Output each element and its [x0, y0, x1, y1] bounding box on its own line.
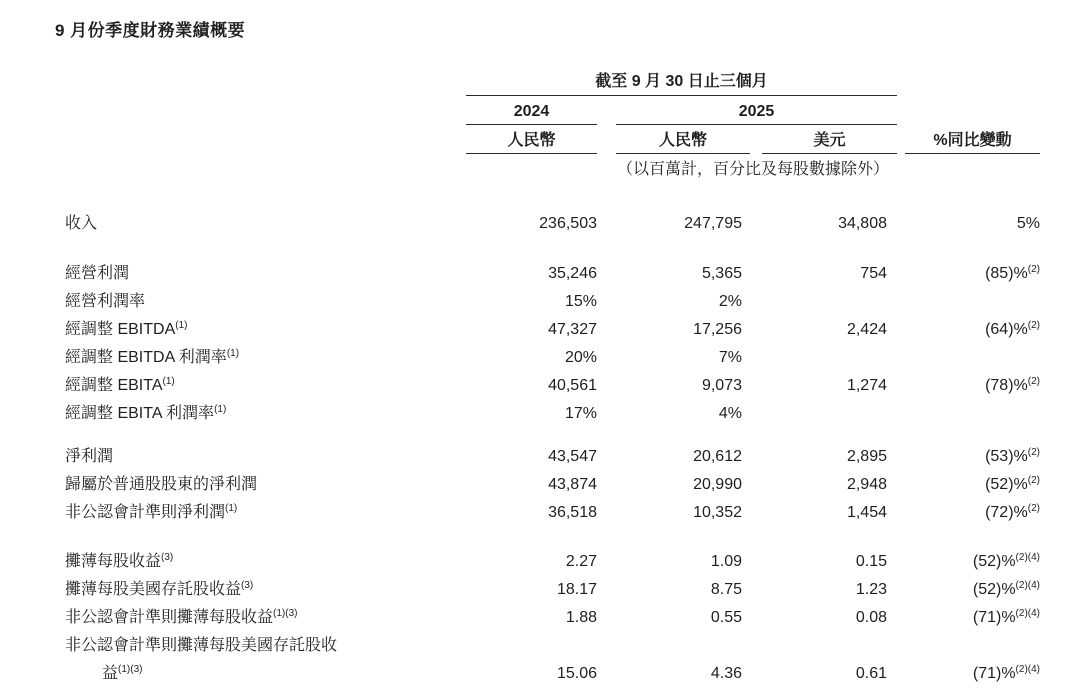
cell-2024-rmb: 17%: [564, 405, 597, 422]
table-row: [65, 316, 1040, 344]
yoy-footnote: (2): [1027, 475, 1040, 486]
row-label: [65, 499, 440, 527]
yoy-value: (72)%: [985, 504, 1028, 521]
currency-usd-2025-rule: [762, 153, 897, 154]
row-label-text: 歸屬於普通股股東的淨利潤: [65, 476, 258, 493]
row-label: [65, 604, 440, 632]
yoy-value: (78)%: [985, 377, 1028, 394]
row-label-footnote: (1): [175, 320, 188, 331]
year-2024-rule: [466, 124, 597, 125]
cell-2025-usd: 2,424: [846, 321, 887, 338]
row-label-footnote: (1): [214, 404, 227, 415]
row-label: [65, 632, 440, 660]
cell-2025-usd: 1,454: [846, 504, 887, 521]
cell-2025-rmb: 20,990: [693, 476, 742, 493]
table-row: [65, 344, 1040, 372]
row-label-text: 經調整 EBITDA: [65, 321, 176, 338]
table-row: [65, 210, 1040, 238]
cell-yoy-change: [887, 316, 1040, 344]
table-row: [65, 548, 1040, 576]
cell-2024-rmb: 18.17: [556, 581, 597, 598]
yoy-value: (53)%: [985, 448, 1028, 465]
cell-2025-rmb: 17,256: [693, 321, 742, 338]
row-label-footnote: (1): [226, 348, 240, 359]
yoy-footnote: (2)(4): [1015, 552, 1040, 563]
row-label-text: 非公認會計準則淨利潤: [65, 504, 226, 521]
cell-2024-rmb: 15.06: [556, 665, 597, 682]
cell-yoy-change: [887, 576, 1040, 604]
cell-2024-rmb: 35,246: [548, 265, 597, 282]
row-label-footnote: (1): [225, 503, 238, 514]
yoy-value: 5%: [1016, 215, 1040, 232]
table-row: [65, 260, 1040, 288]
currency-header-usd-2025: 美元: [813, 132, 846, 149]
table-row: [65, 632, 1040, 660]
page-title: 9 月份季度財務業績概要: [55, 21, 246, 40]
row-label-text: 非公認會計準則攤薄每股美國存託股收: [65, 637, 338, 654]
cell-2024-rmb: 20%: [564, 349, 597, 366]
cell-2024-rmb: 47,327: [548, 321, 597, 338]
row-label: [65, 316, 440, 344]
cell-2024-rmb: 43,874: [548, 476, 597, 493]
row-label-text: 非公認會計準則攤薄每股收益: [65, 609, 274, 626]
cell-2025-usd: 2,895: [846, 448, 887, 465]
currency-header-rmb-2025: 人民幣: [658, 132, 707, 149]
cell-2024-rmb: 1.88: [565, 609, 597, 626]
cell-yoy-change: [887, 604, 1040, 632]
table-row: [65, 499, 1040, 527]
cell-2025-rmb: 2%: [718, 293, 742, 310]
yoy-footnote: (2): [1027, 447, 1040, 458]
cell-2024-rmb: 40,561: [548, 377, 597, 394]
yoy-change-header: %同比變動: [933, 132, 1012, 149]
yoy-footnote: (2): [1027, 264, 1040, 275]
currency-rmb-2024-rule: [466, 153, 597, 154]
currency-header-rmb-2024: 人民幣: [507, 132, 556, 149]
cell-2025-rmb: 10,352: [693, 504, 742, 521]
table-row: [65, 576, 1040, 604]
row-label: [65, 372, 440, 400]
row-label-text: 經營利潤: [65, 265, 130, 282]
row-label-text: 經調整 EBITA 利潤率: [65, 405, 215, 422]
cell-2024-rmb: 36,518: [548, 504, 597, 521]
table-row: [65, 604, 1040, 632]
period-header: 截至 9 月 30 日止三個月: [595, 73, 768, 90]
cell-yoy-change: [887, 548, 1040, 576]
year-2024-header: 2024: [513, 103, 550, 120]
row-label-text: 攤薄每股美國存託股收益: [65, 581, 242, 598]
cell-2025-usd: [742, 632, 887, 660]
row-label-text: 淨利潤: [65, 448, 114, 465]
cell-yoy-change: [887, 660, 1040, 688]
cell-2024-rmb: 236,503: [539, 215, 597, 232]
cell-2024-rmb: 15%: [564, 293, 597, 310]
row-label-footnote: (1)(3): [118, 664, 143, 675]
cell-yoy-change: [887, 632, 1040, 660]
table-row: [65, 372, 1040, 400]
row-label-text: 經調整 EBITDA 利潤率: [65, 349, 227, 366]
cell-2024-rmb: [440, 632, 597, 660]
row-label: [65, 210, 440, 238]
cell-yoy-change: [887, 499, 1040, 527]
table-row: [65, 471, 1040, 499]
cell-2025-rmb: 1.09: [710, 553, 742, 570]
currency-rmb-2025-rule: [616, 153, 750, 154]
cell-yoy-change: [887, 443, 1040, 471]
row-label-footnote: (1)(3): [273, 608, 298, 619]
yoy-footnote: (2): [1027, 503, 1040, 514]
cell-2025-rmb: 5,365: [701, 265, 742, 282]
yoy-change-rule: [905, 153, 1040, 154]
cell-2024-rmb: 2.27: [565, 553, 597, 570]
cell-2025-usd: 0.08: [855, 609, 887, 626]
yoy-footnote: (2): [1027, 320, 1040, 331]
row-label-footnote: (3): [241, 580, 254, 591]
cell-2025-usd: 2,948: [846, 476, 887, 493]
cell-2025-rmb: 247,795: [684, 215, 742, 232]
table-row: [65, 443, 1040, 471]
cell-2025-usd: 754: [860, 265, 887, 282]
cell-2025-rmb: [597, 632, 742, 660]
cell-2025-usd: 0.15: [855, 553, 887, 570]
cell-yoy-change: [887, 288, 1040, 316]
cell-yoy-change: [887, 372, 1040, 400]
cell-2025-rmb: 4.36: [710, 665, 742, 682]
row-label: [65, 471, 440, 499]
cell-yoy-change: [887, 260, 1040, 288]
table-row: [65, 288, 1040, 316]
table-row: [65, 400, 1040, 428]
year-2025-header: 2025: [738, 103, 775, 120]
yoy-value: (52)%: [985, 476, 1028, 493]
yoy-value: (64)%: [985, 321, 1028, 338]
cell-yoy-change: [887, 471, 1040, 499]
row-label-text: 經營利潤率: [65, 293, 146, 310]
table-row: [65, 660, 1040, 688]
units-note: （以百萬計，百分比及每股數據除外）: [616, 161, 889, 178]
yoy-footnote: (2)(4): [1015, 580, 1040, 591]
period-header-rule: [466, 95, 897, 96]
row-label-footnote: (3): [161, 552, 174, 563]
cell-2025-usd: 1,274: [846, 377, 887, 394]
yoy-value: (52)%: [972, 581, 1016, 598]
cell-2025-rmb: 9,073: [701, 377, 742, 394]
cell-2025-rmb: 20,612: [693, 448, 742, 465]
cell-2025-rmb: 7%: [718, 349, 742, 366]
yoy-value: (71)%: [972, 609, 1016, 626]
cell-yoy-change: [887, 400, 1040, 428]
yoy-value: (85)%: [985, 265, 1028, 282]
year-2025-rule: [616, 124, 897, 125]
cell-2025-rmb: 4%: [718, 405, 742, 422]
row-label-text: 經調整 EBITA: [65, 377, 163, 394]
row-label-footnote: (1): [162, 376, 175, 387]
yoy-value: (71)%: [972, 665, 1016, 682]
cell-2024-rmb: 43,547: [548, 448, 597, 465]
row-label: [65, 548, 440, 576]
cell-2025-usd: 1.23: [855, 581, 887, 598]
row-label: [65, 400, 440, 428]
row-label: [65, 260, 440, 288]
cell-yoy-change: [887, 210, 1040, 238]
yoy-footnote: (2)(4): [1015, 664, 1040, 675]
table-body: [65, 210, 1040, 688]
row-label-text: 攤薄每股收益: [65, 553, 162, 570]
row-label-text: 益: [102, 665, 119, 682]
row-label: [65, 344, 440, 372]
yoy-footnote: (2): [1027, 376, 1040, 387]
row-label: [65, 443, 440, 471]
cell-yoy-change: [887, 344, 1040, 372]
cell-2025-usd: 0.61: [855, 665, 887, 682]
row-label-text: 收入: [65, 215, 98, 232]
cell-2025-rmb: 0.55: [710, 609, 742, 626]
yoy-footnote: (2)(4): [1015, 608, 1040, 619]
cell-2025-usd: [742, 344, 887, 372]
row-label: [65, 288, 440, 316]
cell-2025-usd: [742, 288, 887, 316]
yoy-value: (52)%: [972, 553, 1016, 570]
cell-2025-rmb: 8.75: [710, 581, 742, 598]
row-label: [65, 576, 440, 604]
cell-2025-usd: 34,808: [838, 215, 887, 232]
cell-2025-usd: [742, 400, 887, 428]
row-label: [65, 660, 440, 688]
